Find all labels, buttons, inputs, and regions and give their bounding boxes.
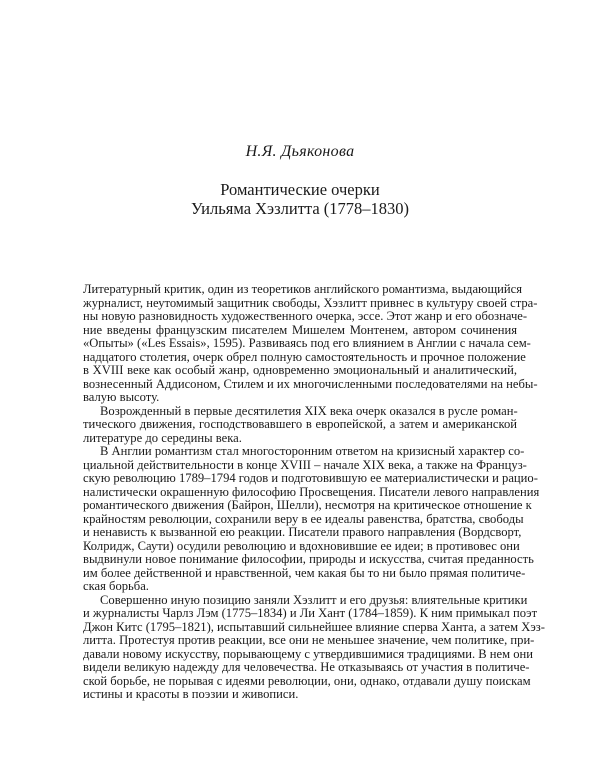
text-line: ской борьбе, не порывая с идеями революции, они, однако, отдавали душу поискам	[83, 673, 531, 688]
paragraph	[83, 444, 540, 594]
text-line: Возрожденный в первые десятилетия XIX века очерк оказался в русле роман-	[100, 403, 518, 418]
text-line: ская борьба.	[83, 579, 149, 593]
text-line: истины и красоты в поэзии и живописи.	[83, 687, 299, 701]
text-line: видели великую надежду для человечества. Не отказываясь от участия в политиче-	[83, 660, 530, 674]
text-line: Совершенно иную позицию заняли Хэзлитт и его друзья: влиятельные критики	[100, 592, 528, 607]
text-line: журналист, неутомимый защитник свободы, Хэзлитт привнес в культуру своей стра-	[83, 295, 538, 310]
article-title	[0, 180, 600, 218]
text-line: ны новую разновидность художественного очерка, эссе. Этот жанр и его обозначе-	[83, 309, 528, 323]
article-body	[83, 282, 545, 702]
text-line: «Опыты» («Les Essais», 1595). Развиваясь под его влиянием в Англии с начала сем-	[83, 336, 531, 350]
text-line: и журналисты Чарлз Лэм (1775–1834) и Ли Хант (1784–1859). К ним примыкал поэт	[83, 606, 538, 620]
text-line: скую революцию 1789–1794 годов и подготовившую ее материалистически и рацио-	[83, 471, 538, 485]
paragraph	[83, 592, 545, 702]
text-line: романтического движения (Байрон, Шелли), несмотря на критическое отношение к	[83, 498, 532, 512]
text-line: им более действенной и нравственной, чем какая бы то ни было прямая политиче-	[83, 565, 526, 580]
title-line-1: Романтические очерки	[220, 180, 380, 199]
text-line: налистически окрашенную философию Просвещения. Писатели левого направления	[83, 484, 540, 499]
author-name: Н.Я. Дьяконова	[245, 143, 355, 160]
text-line: ние введены французским писателем Мишелем Монтенем, автором сочинения	[83, 322, 517, 337]
text-line: вознесенный Аддисоном, Стилем и их многочисленными последователями на небы-	[83, 376, 538, 391]
text-line: давали новому искусству, порывающему с утвердившимися традициями. В нем они	[83, 646, 534, 661]
text-line: Джон Китс (1795–1821), испытавший сильнейшее влияние сперва Ханта, а затем Хэз-	[83, 619, 545, 634]
text-line: надцатого столетия, очерк обрел полную самостоятельность и прочное положение	[83, 349, 526, 364]
text-line: Литературный критик, один из теоретиков английского романтизма, выдающийся	[83, 282, 523, 296]
text-line: литта. Протестуя против реакции, все они не меньшее значение, чем политике, при-	[83, 633, 535, 647]
paragraph	[83, 282, 538, 405]
text-line: литературе до середины века.	[83, 430, 242, 445]
text-line: В Англии романтизм стал многосторонним ответом на кризисный характер со-	[100, 444, 525, 458]
text-line: и ненависть к вызванной ею реакции. Писатели правого направления (Вордсворт,	[83, 525, 522, 539]
text-line: выдвинули новое понимание философии, природы и искусства, считая преданность	[83, 552, 534, 566]
title-line-2: Уильяма Хэзлитта (1778–1830)	[190, 199, 410, 218]
text-line: тического движения, господствовавшего в европейской, а затем и американской	[83, 417, 517, 431]
text-line: Колридж, Саути) осудили революцию и вдохновившие ее идеи; в противовес они	[83, 538, 520, 553]
text-line: в XVIII веке как особый жанр, одновременно эмоциональный и аналитический,	[83, 363, 517, 377]
text-line: крайностям революции, сохранили веру в ее идеалы равенства, братства, свободы	[83, 511, 524, 526]
paragraph	[83, 405, 517, 446]
text-line: циальной действительности в конце XVIII – начале XIX века, а также на Француз-	[83, 457, 527, 472]
text-line: валую высоту.	[83, 390, 160, 404]
